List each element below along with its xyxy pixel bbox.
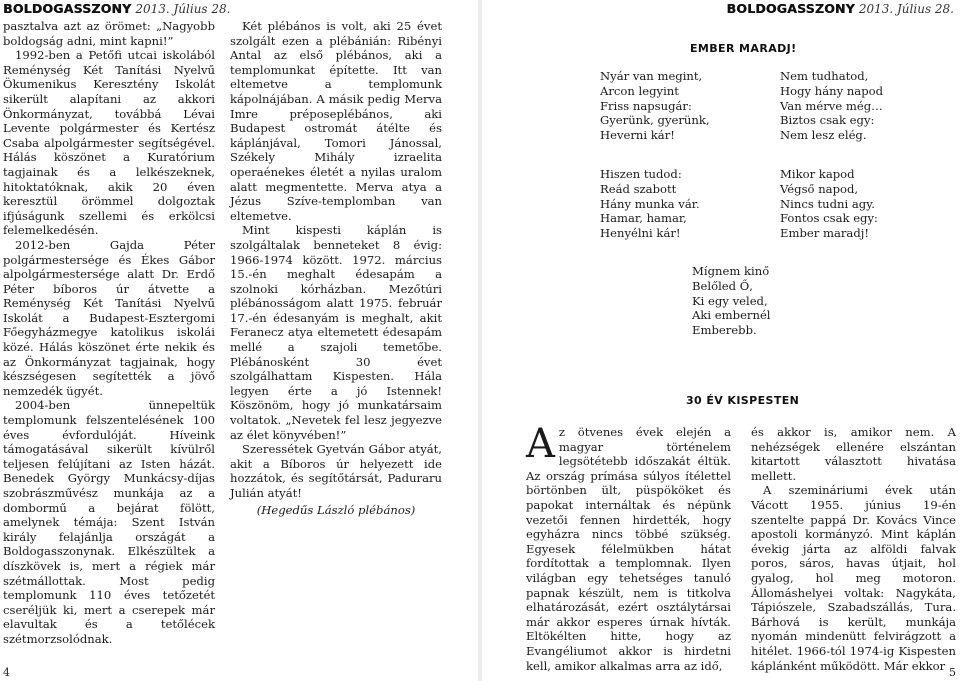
right-page [482,0,960,681]
right-column-2 [751,425,956,673]
poem-line: Henyélni kár! [600,226,681,241]
left-column-1 [3,19,215,647]
poem-line: Fontos csak egy: [780,211,878,226]
poem-line: Belőled Ő, [692,278,753,293]
poem-stanza-3 [780,69,883,143]
poem-line: Ember maradj! [780,226,870,241]
poem-line: Hamar, hamar, [600,211,687,226]
paragraph: pasztalva azt az örömet: „Nagyobb boldogság adni, mint kapni!” [3,19,215,48]
paragraph: 2012-ben Gajda Péter polgármestersége és Ékes Gábor alpolgármestersége alatt Dr. Erdő Péter bíboros úr átvette a Reménység Két Tanítási Nyelvű Iskolát a Budapest-Esztergomi Főegyházmegye katolikus iskolái közé. Hálás köszönet érte nekik és az Önkormányzat tagjainak, hogy készségesen segítették a jövő nemzedék ügyét. [3,237,215,398]
issue-date: 2013. Július 28. [135,2,231,16]
poem-stanza-5 [692,264,771,338]
right-column-1 [526,421,731,673]
page-header-right [727,0,954,17]
magazine-logo: BOLDOGASSZONY [726,1,855,16]
poem-line: Végső napod, [780,181,859,196]
paragraph [526,421,731,673]
poem-line: Arcon legyint [600,83,679,98]
poem-line: Mígnem kinő [692,264,770,278]
poem-line: Aki embernél [692,308,771,323]
paragraph: 2004-ben ünnepeltük templomunk felszentelésének 100 éves évfordulóját. Híveink támogatásával sikerült kívülről teljesen felújítani az Isten házát. Benedek György Munkácsy-díjas szobrászművész munkája az a dombormű a bejárat fölött, amelynek témája: Szent István király felajánlja országát a Boldogasszonynak. Elkészültek a díszkövek is, mert a régiek már szétmállottak. Most pedig templomunk 110 éves tetőzetét cseréljük ki, mert a cserepek már elavultak és a tetőlécek szétmorzsolódnak. [3,398,215,646]
poem-line: Nem lesz elég. [780,128,867,143]
page-number-right: 5 [949,666,956,679]
poem-line: Nem tudhatod, [780,69,869,83]
poem-title: EMBER MARADJ! [690,42,797,55]
paragraph: A szemináriumi évek után Vácott 1955. június 19-én szentelte pappá Dr. Kovács Vince apostoli kormányzó. Mint káplán évekig járta az alföldi falvak poros, sáros, havas útjait, hol gyalog, hol meg motoron. Állomáshelyei voltak: Nagykáta, Tápiószele, Szabadszállás, Tura. Bárhová is került, munkája nyomán mindenütt felvirágzott a hitélet. 1966-tól 1974-ig Kispesten káplánként működött. Már ekkor [751,483,956,673]
poem-line: Biztos csak egy: [780,113,875,128]
article-title: 30 ÉV KISPESTEN [686,394,800,407]
poem-line: Hány munka vár. [600,196,700,211]
drop-cap: A [526,421,555,467]
left-column-2 [230,19,442,517]
poem-stanza-4 [780,167,878,241]
author-signature: (Hegedűs László plébános) [256,502,416,517]
page-number-left: 4 [3,666,10,679]
poem-line: Nincs tudni agy. [780,196,875,211]
poem-line: Mikor kapod [780,167,855,181]
poem-line: Gyerünk, gyerünk, [600,113,710,128]
paragraph: Szeressétek Gyetván Gábor atyát, akit a Bíboros úr helyezett ide hozzátok, és segítőtársát, Paduraru Julián atyát! [230,442,442,500]
poem-line: Reád szabott [600,181,677,196]
poem-line: Hogy hány napod [780,83,884,98]
poem-line: Hiszen tudod: [600,167,682,181]
left-page [0,0,478,681]
page-header-left [3,0,230,17]
paragraph: Mint kispesti káplán is szolgáltalak benneteket 8 évig: 1966-1974 között. 1972. március 15.-én meghalt édesapám a szolnoki kórházban. Mezőtúri plébánosságom alatt 1975. február 17.-én édesanyám is meghalt, akit Feranecz atya eltemetett édesapám mellé a szajoli temetőbe. Plébánosként 30 évet szolgálhattam Kispesten. Hála legyen érte a jó Istennek! Köszönöm, hogy jó munkatársaim voltatok. „Nevetek fel lesz jegyezve az élet könyvében!” [230,223,442,442]
poem-line: Emberebb. [692,323,757,338]
poem-line: Nyár van megint, [600,69,703,83]
article-text: z ötvenes évek elején a magyar történelem legsötétebb időszakát éltük. Az ország prímása súlyos ítélettel börtönben ült, püspököket és papokat internáltak és népünk vezetői fennen hirdették, hogy egyházra nincs többé szükség. Egyesek félelmükben hátat fordítottak a templomnak. Ilyen világban egy tehetséges tanuló papnak készült, nem is titkolva elhatározását, ezért osztálytársai már akkor esperes úrnak hívták. Eltökélten hitte, hogy az Evangéliumot akkor is hirdetni kell, amikor alkalmas arra az idő, [526,425,731,673]
paragraph: Két plébános is volt, aki 25 évet szolgált ezen a plébánián: Ribényi Antal az első plébános, aki a templomunkat építette. Itt van eltemetve a templomunk kápolnájában. A másik pedig Merva Imre préposeplébános, aki Budapest ostromát átélte és káplánjával, Tomori Jánossal, Székely Mihály izraelita operaénekes életét a nyilas uralom alatt megmentette. Merva atya a Jézus Szíve-templomban van eltemetve. [230,19,442,223]
paragraph: és akkor is, amikor nem. A nehézségek ellenére elszántan kitartott választott hivatása mellett. [751,425,956,483]
poem-line: Ki egy veled, [692,293,768,308]
issue-date: 2013. Július 28. [858,2,954,16]
poem-line: Friss napsugár: [600,98,692,113]
poem-line: Van mérve még… [780,98,883,113]
poem-stanza-2 [600,167,700,241]
magazine-logo: BOLDOGASSZONY [3,1,132,16]
poem-stanza-1 [600,69,710,143]
paragraph: 1992-ben a Petőfi utcai iskolából Reménység Két Tanítási Nyelvű Ökumenikus Keresztény Iskolát sikerült alapítani az akkori Önkormányzat, továbbá Lévai Levente polgármester és Kertész Csaba alpolgármester segítségével. Hálás köszönet a Kuratórium tagjainak és a lelkészeknek, hitoktatóknak, akik 20 éven keresztül örömmel dolgoztak ifjúságunk szellemi és erkölcsi felemelkedésén. [3,48,215,238]
poem-line: Heverni kár! [600,128,675,143]
